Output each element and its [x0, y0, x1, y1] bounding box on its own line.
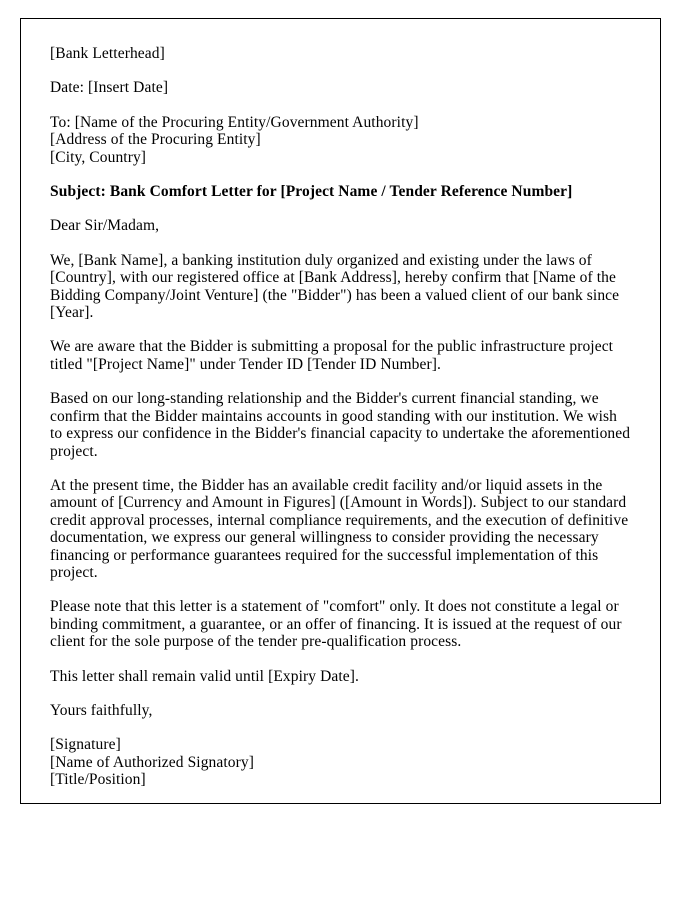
letter-page	[20, 18, 661, 804]
recipient-city-line: [City, Country]	[50, 148, 147, 166]
signatory-title-placeholder: [Title/Position]	[50, 771, 146, 789]
body-paragraph-tender: We are aware that the Bidder is submitting a proposal for the public infrastructure project titled "[Project Name]" under Tender ID [Tender ID Number].	[50, 338, 614, 373]
body-paragraph-credit: At the present time, the Bidder has an available credit facility and/or liquid assets in the amount of [Currency and Amount in Figures] ([Amount in Words]). Subject to our standard credit approval processes, internal compliance requirements, and the execution of definitive documentation, we express our general willingness to consider providing the necessary financing or performance guarantees required for the successful implementation of this project.	[50, 476, 629, 581]
validity-line: This letter shall remain valid until [Expiry Date].	[50, 667, 359, 685]
recipient-block	[50, 114, 632, 166]
date-line: Date: [Insert Date]	[50, 79, 169, 97]
signatory-name-placeholder: [Name of Authorized Signatory]	[50, 753, 255, 771]
body-paragraph-disclaimer: Please note that this letter is a statement of "comfort" only. It does not constitute a legal or binding commitment, a guarantee, or an offer of financing. It is issued at the request of our client for the sole purpose of the tender pre-qualification process.	[50, 598, 622, 651]
signature-placeholder: [Signature]	[50, 736, 121, 754]
closing-line: Yours faithfully,	[50, 701, 153, 719]
recipient-address-line: [Address of the Procuring Entity]	[50, 131, 261, 149]
salutation: Dear Sir/Madam,	[50, 217, 160, 235]
letterhead-placeholder: [Bank Letterhead]	[50, 45, 165, 62]
body-paragraph-standing: Based on our long-standing relationship and the Bidder's current financial standing, we confirm that the Bidder maintains accounts in good standing with our institution. We wish to express our confidence in the Bidder's financial capacity to undertake the aforementioned project.	[50, 390, 631, 460]
subject-line: Subject: Bank Comfort Letter for [Project Name / Tender Reference Number]	[50, 183, 573, 201]
recipient-to-line: To: [Name of the Procuring Entity/Government Authority]	[50, 113, 419, 131]
signature-block	[50, 736, 632, 788]
body-paragraph-intro: We, [Bank Name], a banking institution duly organized and existing under the laws of [Country], with our registered office at [Bank Address], hereby confirm that [Name of the Bidding Company/Joint Venture] (the "Bidder") has been a valued client of our bank since [Year].	[50, 251, 620, 322]
